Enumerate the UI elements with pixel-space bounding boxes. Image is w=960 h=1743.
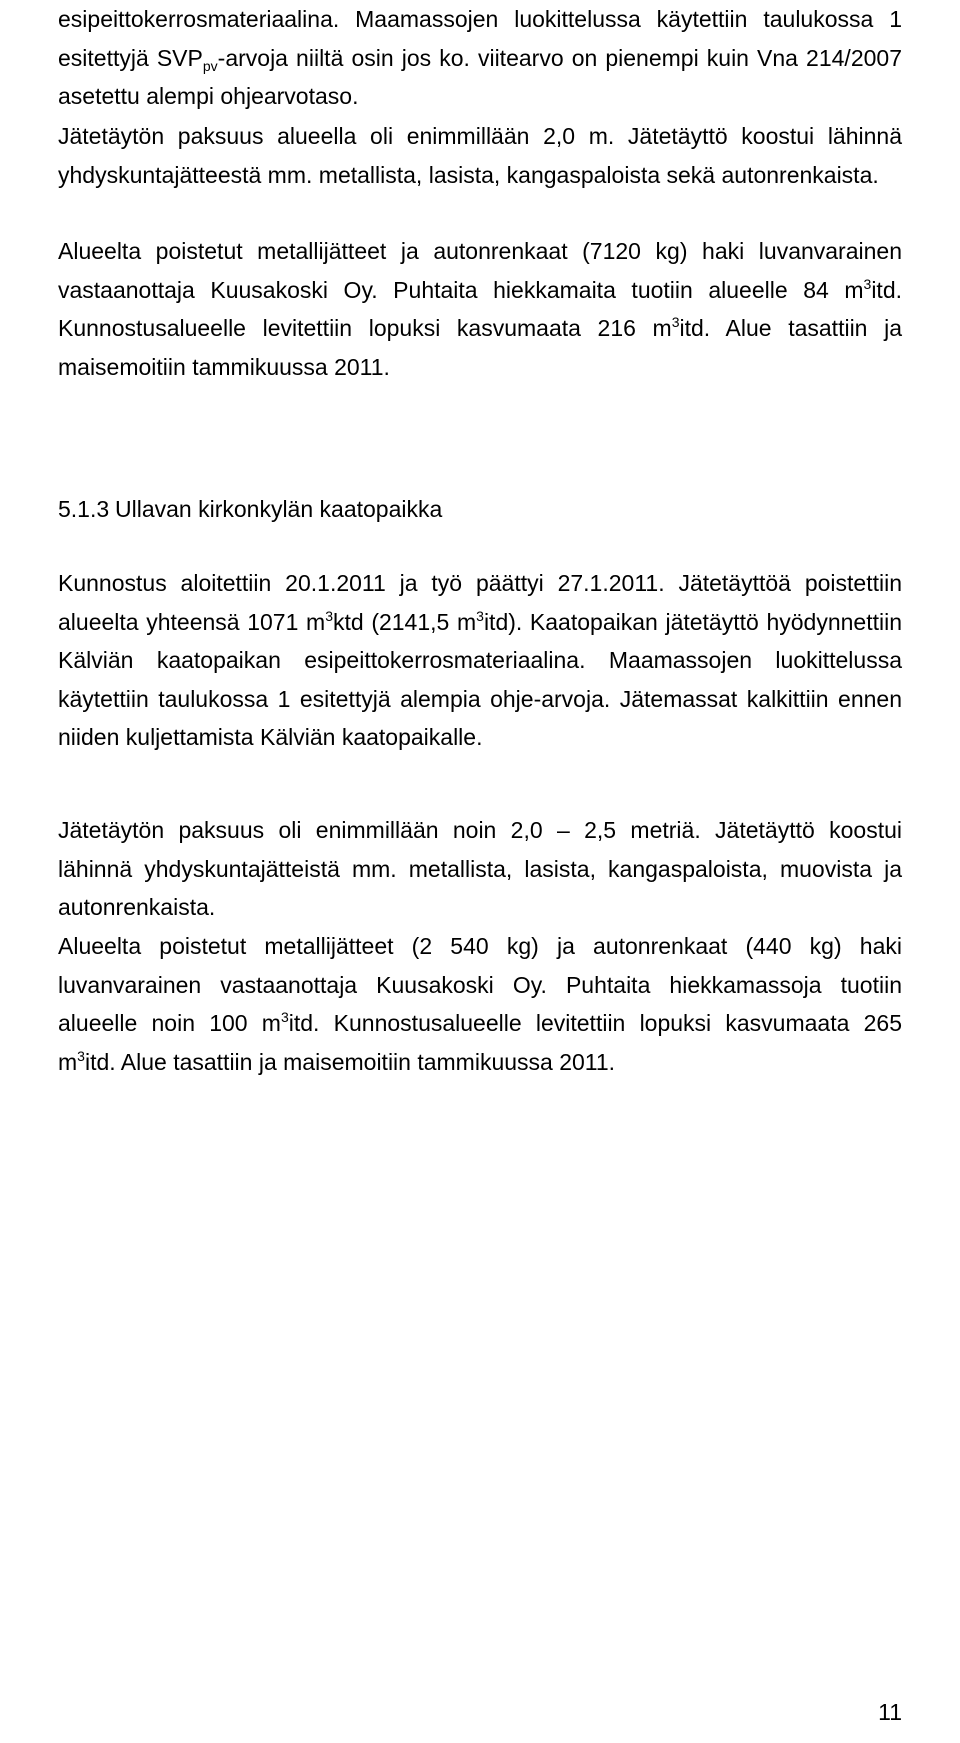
subscript-pv: pv [202,57,218,74]
superscript-3: 3 [77,1047,85,1064]
paragraph-removed-metal [58,927,902,1081]
paragraph-text: ktd (2141,5 m [332,608,477,635]
paragraph-remediation [58,564,902,757]
superscript-3: 3 [280,1009,289,1025]
paragraph-text: Alueelta poistetut metallijätteet (2 540 kg) ja autonrenkaat (440 kg) haki luvanvarainen vastaanottaja Kuusakoski Oy. Puhtaita hiekkamassoja tuotiin alueelle noin 100 m [58,933,902,1036]
paragraph-text: itd. Alue tasattiin ja maisemoitiin tammikuussa 2011. [84,1048,616,1075]
section-heading [58,490,442,528]
paragraph-fill-thickness: Jätetäytön paksuus alueella oli enimmillään 2,0 m. Jätetäyttö koostui lähinnä yhdyskuntajätteestä mm. metallista, lasista, kangaspaloista sekä autonrenkaista. [58,123,902,188]
superscript-3: 3 [325,607,333,624]
paragraph-text: Kunnostus aloitettiin 20.1.2011 ja työ päättyi 27.1.2011. Jätetäyttöä poistettiin alueelta yhteensä 1071 m [58,570,902,635]
paragraph-fill-composition: Jätetäytön paksuus oli enimmillään noin 2,0 – 2,5 metriä. Jätetäyttö koostui lähinnä yhdyskuntajätteistä mm. metallista, lasista, kangaspaloista, muovista ja autonrenkaista. [58,817,902,920]
superscript-3: 3 [476,607,484,624]
paragraph-text: itd). Kaatopaikan jätetäyttö hyödynnettiin Kälviän kaatopaikan esipeittokerrosmateriaalina. Maamassojen luokittelussa käytettiin taulukossa 1 esitettyjä alempia ohje-arvoja. Jätemassat kalkittiin ennen niiden kuljettamista Kälviän kaatopaikalle. [58,608,902,750]
paragraph-text: esipeittokerrosmateriaalina. Maamassojen luokittelussa käytettiin taulukossa 1 esitettyjä SVP [58,6,902,71]
paragraph-text: itd. Kunnostusalueelle levitettiin lopuksi kasvumaata 216 m [58,276,902,341]
paragraph-text: itd. Alue tasattiin ja maisemoitiin tammikuussa 2011. [58,315,902,380]
paragraph-text: Alueelta poistetut metallijätteet ja autonrenkaat (7120 kg) haki luvanvarainen vastaanottaja Kuusakoski Oy. Puhtaita hiekkamaita tuotiin alueelle 84 m [58,238,902,303]
section-title: Ullavan kirkonkylän kaatopaikka [115,496,443,522]
section-number: 5.1.3 [58,496,110,522]
page-number: 11 [878,1699,902,1725]
superscript-3: 3 [863,275,872,292]
paragraph-text: itd. Kunnostusalueelle levitettiin lopuksi kasvumaata 265 m [58,1010,902,1075]
paragraph-continuation [58,0,902,116]
paragraph-removed-waste [58,232,902,386]
superscript-3: 3 [671,314,680,330]
paragraph-text: -arvoja niiltä osin jos ko. viitearvo on pienempi kuin Vna 214/2007 asetettu alempi ohjearvotaso. [58,44,902,109]
